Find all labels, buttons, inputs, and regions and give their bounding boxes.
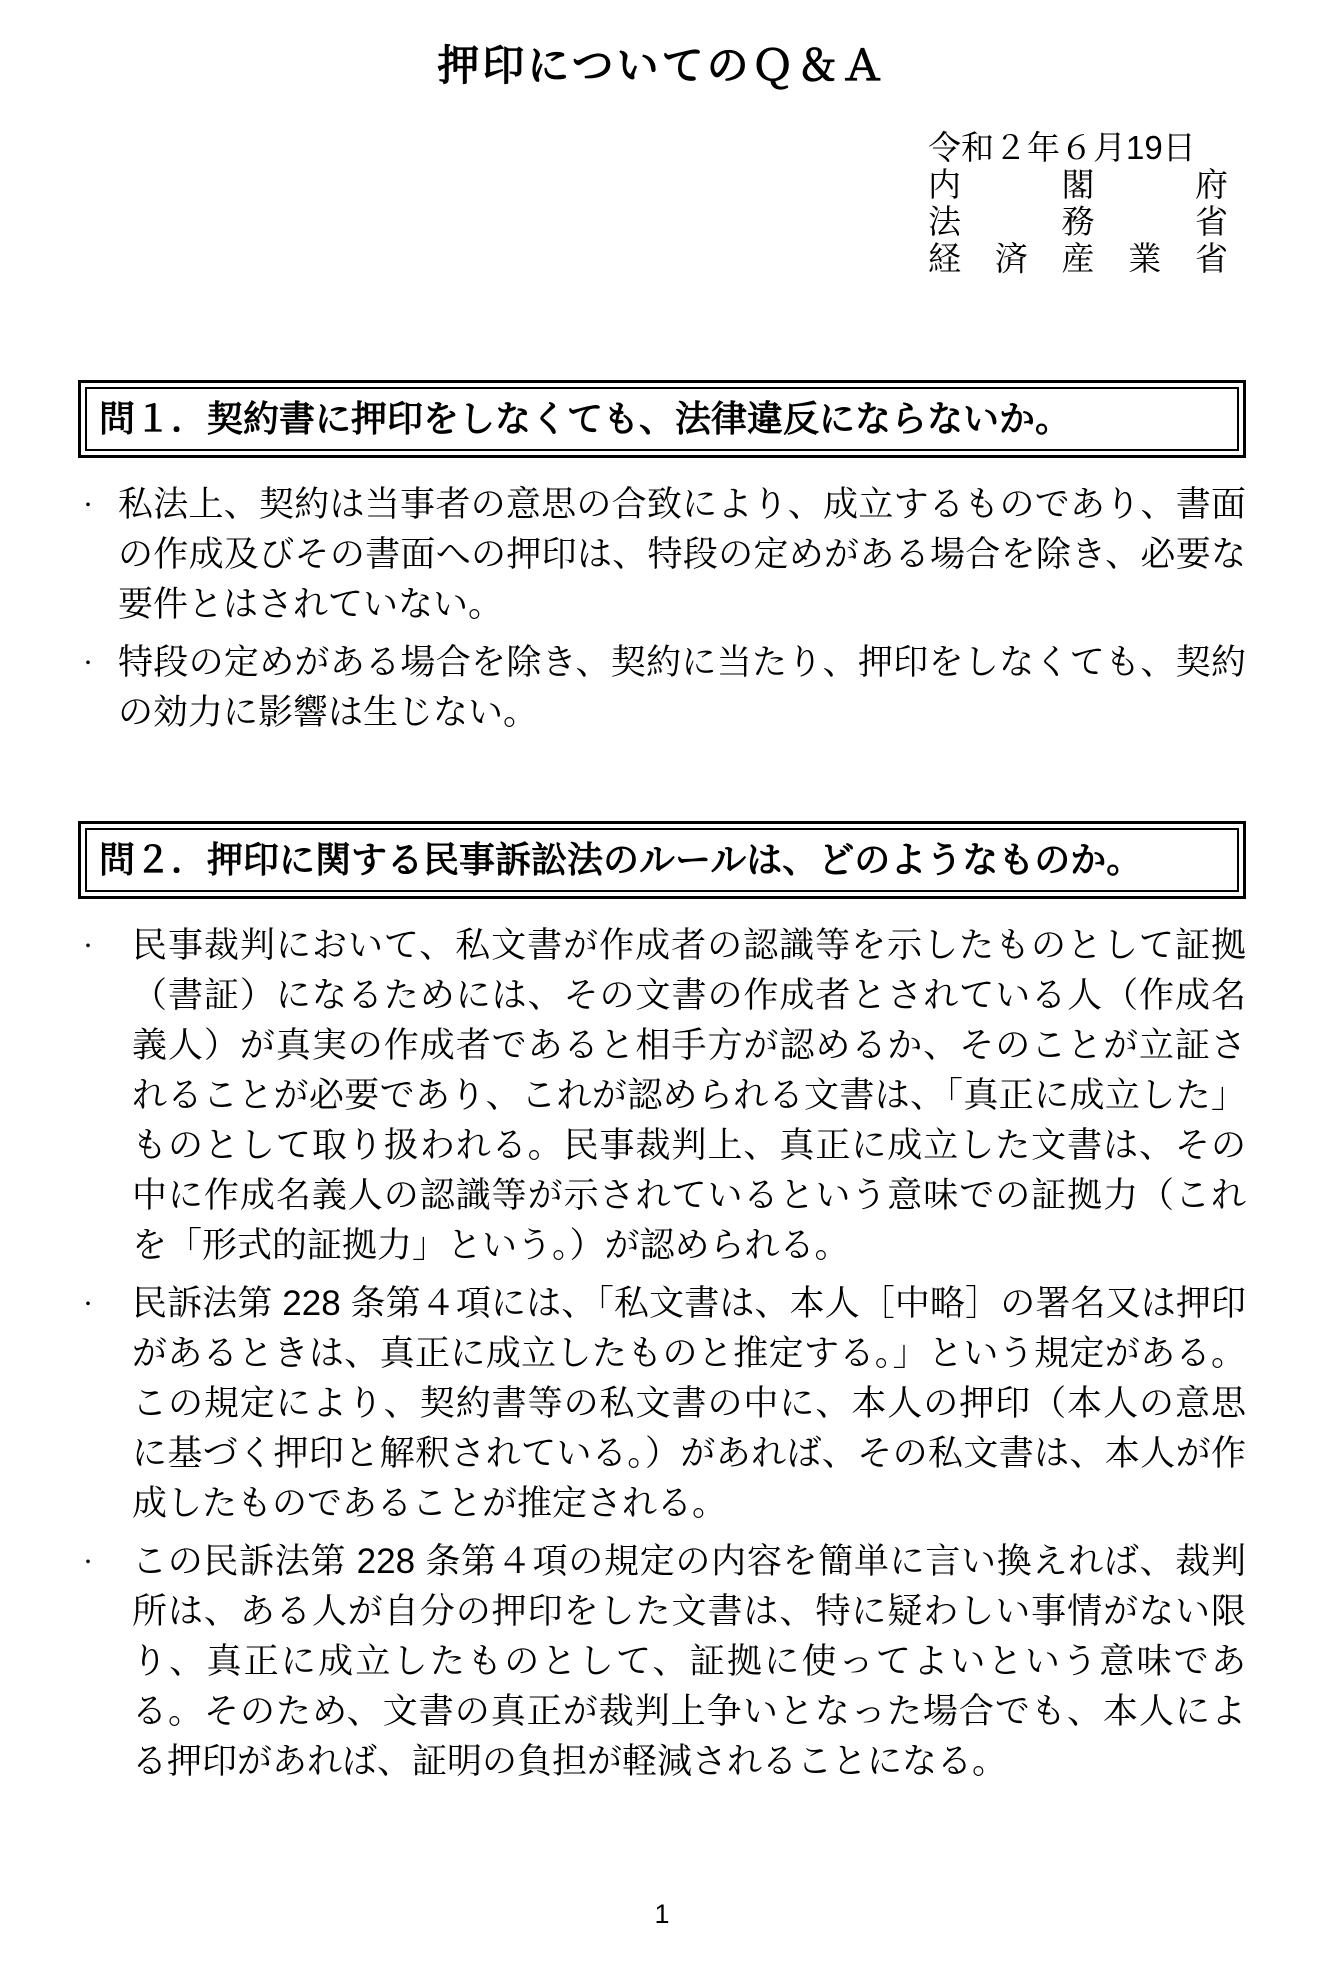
question-1-box bbox=[78, 380, 1246, 458]
answer-text: 特段の定めがある場合を除き、契約に当たり、押印をしなくても、契約の効力に影響は生じない。 bbox=[118, 643, 1246, 732]
question-2-answer-list bbox=[78, 921, 1246, 1787]
document-title: 押印についてのＱ＆Ａ bbox=[437, 42, 887, 89]
agency-cabinet-office: 内閣府 bbox=[928, 166, 1228, 203]
list-item bbox=[78, 1537, 1246, 1787]
bullet-icon: ・ bbox=[78, 495, 98, 517]
question-2-heading: 問２．押印に関する民事訴訟法のルールは、どのようなものか。 bbox=[85, 828, 1239, 892]
publication-date: 令和２年６月19日 bbox=[928, 129, 1196, 166]
bullet-icon: ・ bbox=[78, 1552, 98, 1574]
list-item bbox=[78, 1279, 1246, 1529]
list-item bbox=[78, 638, 1246, 738]
agency-ministry-of-economy: 経済産業省 bbox=[928, 240, 1228, 277]
header-block bbox=[928, 129, 1228, 277]
agency-ministry-of-justice: 法務省 bbox=[928, 203, 1228, 240]
answer-text: 民訴法第 228 条第４項には、「私文書は、本人［中略］の署名又は押印があるときは、真正に成立したものと推定する。」という規定がある。この規定により、契約書等の私文書の中に、本人の押印（本人の意思に基づく押印と解釈されている。）があれば、その私文書は、本人が作成したものであることが推定される。 bbox=[132, 1284, 1246, 1523]
answer-text: 民事裁判において、私文書が作成者の認識等を示したものとして証拠（書証）になるためには、その文書の作成者とされている人（作成名義人）が真実の作成者であると相手方が認めるか、そのことが立証されることが必要であり、これが認められる文書は、「真正に成立した」ものとして取り扱われる。民事裁判上、真正に成立した文書は、その中に作成名義人の認識等が示されているという意味での証拠力（これを「形式的証拠力」という。）が認められる。 bbox=[132, 926, 1246, 1265]
list-item bbox=[78, 921, 1246, 1271]
question-2-section bbox=[78, 821, 1246, 1787]
bullet-icon: ・ bbox=[78, 936, 98, 958]
page-number: 1 bbox=[654, 1899, 670, 1929]
question-2-box bbox=[78, 821, 1246, 899]
bullet-icon: ・ bbox=[78, 653, 98, 675]
question-1-heading: 問１．契約書に押印をしなくても、法律違反にならないか。 bbox=[85, 387, 1239, 451]
answer-text: この民訴法第 228 条第４項の規定の内容を簡単に言い換えれば、裁判所は、ある人が自分の押印をした文書は、特に疑わしい事情がない限り、真正に成立したものとして、証拠に使ってよいという意味である。そのため、文書の真正が裁判上争いとなった場合でも、本人による押印があれば、証明の負担が軽減されることになる。 bbox=[132, 1542, 1246, 1781]
question-1-section bbox=[78, 380, 1246, 738]
list-item bbox=[78, 480, 1246, 630]
bullet-icon: ・ bbox=[78, 1294, 98, 1316]
answer-text: 私法上、契約は当事者の意思の合致により、成立するものであり、書面の作成及びその書面への押印は、特段の定めがある場合を除き、必要な要件とはされていない。 bbox=[118, 485, 1246, 624]
question-1-answer-list bbox=[78, 480, 1246, 738]
